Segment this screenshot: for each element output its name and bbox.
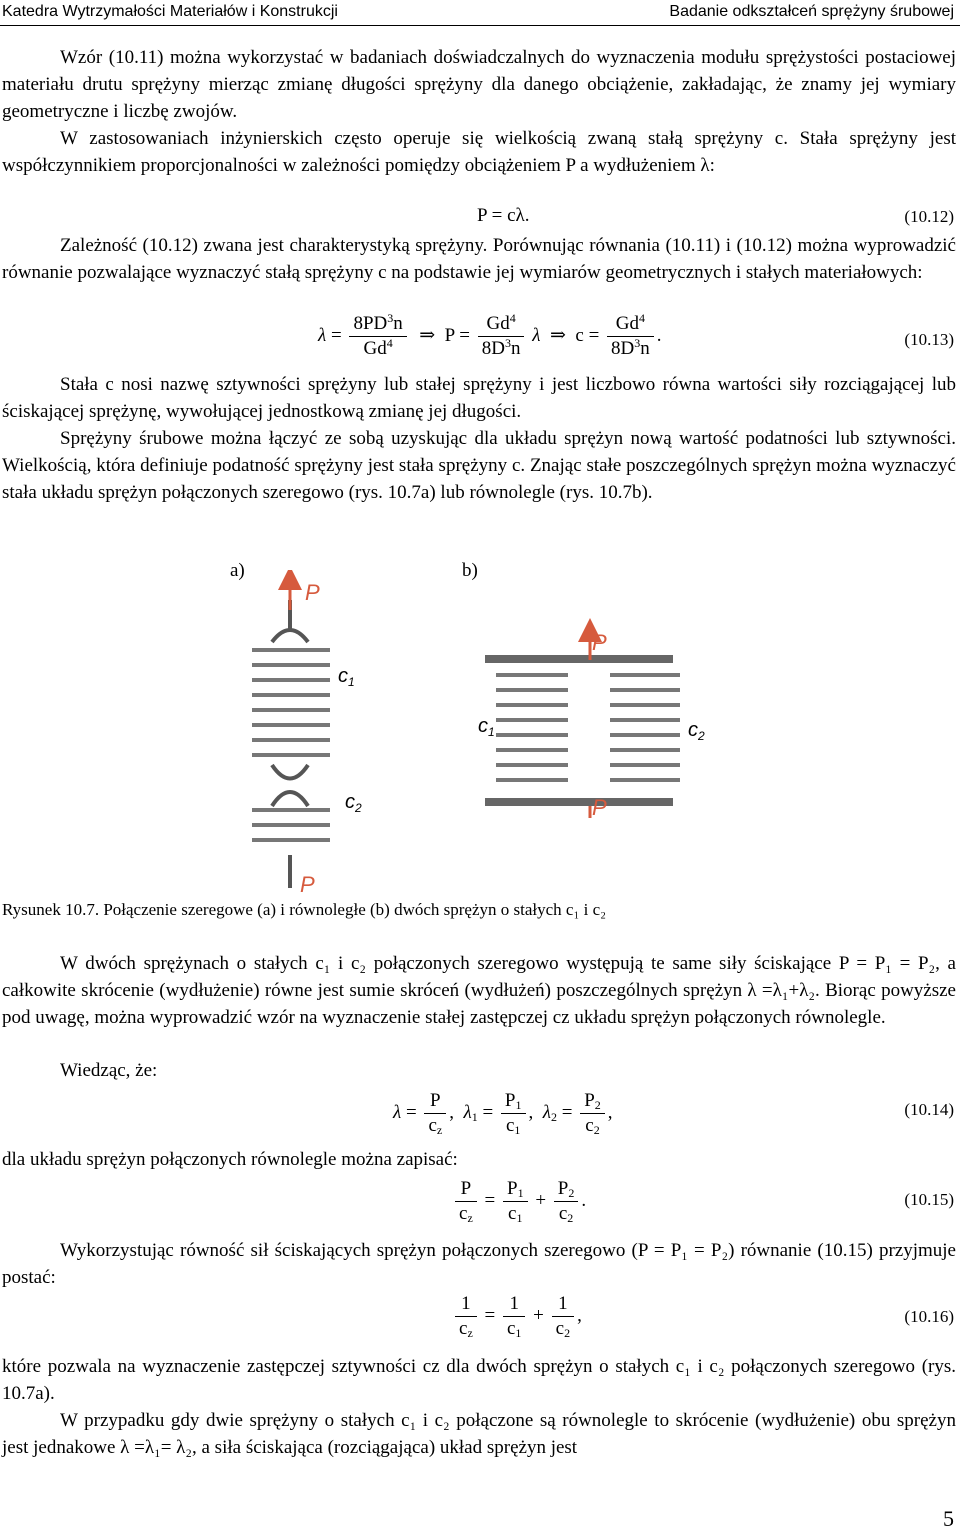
paragraph-10: które pozwala na wyznaczenie zastępczej sztywności cz dla dwóch sprężyn o stałych c₁ i c₂ połączonych szeregowo (rys. 10.7a). — [2, 1356, 956, 1404]
paragraph-4: Stała c nosi nazwę sztywności sprężyny lub stałej sprężyny i jest liczbowo równa wartości siły rozciągającej lub ściskającej sprężynę, wywołującej jednostkową zmianę jej długości. — [2, 374, 956, 422]
spring-label-b-c2: $c_2$ — [688, 719, 705, 743]
paragraph-6: W dwóch sprężynach o stałych c₁ i c₂ połączonych szeregowo występują te same siły ściskające P = P₁ = P₂, a całkowite skrócenie (wydłużenie) równe jest sumie skróceń (wydłużeń) poszczególnych sprężyn λ =λ₁+λ₂. Biorąc powyższe pod uwagę, można wyprowadzić wzór na wyznaczenie stałej zastępczej cz układu sprężyn połączonych równolegle. — [2, 953, 956, 1028]
header-rule — [0, 25, 960, 26]
paragraph-2: W zastosowaniach inżynierskich często operuje się wielkością zwaną stałą sprężyny c. Stała sprężyny jest współczynnikiem proporcjonalności w zależności pomiędzy obciążeniem P a wydłużeniem λ: — [2, 128, 956, 176]
paragraph-3: Zależność (10.12) zwana jest charakterystyką sprężyny. Porównując równania (10.11) i (10.12) można wyprowadzić równanie pozwalające wyznaczyć stałą sprężyny c na podstawie jej wymiarów geometrycznych i stałych materiałowych: — [2, 235, 956, 283]
parallel-bottom-plate — [485, 798, 673, 806]
header-left: Katedra Wytrzymałości Materiałów i Konstrukcji — [2, 3, 338, 20]
equation-10-16: $\frac{1}{c_z}$ = $\frac{1}{c_1}$ + $\frac{1}{c_2}$ , — [452, 1293, 582, 1340]
force-label-a-bottom: P — [300, 872, 315, 897]
figure-label-a: a) — [230, 560, 245, 581]
spring-label-b-c1: $c_1$ — [478, 715, 495, 739]
paragraph-9: Wykorzystując równość sił ściskających sprężyn połączonych szeregowo (P = P₁ = P₂) równanie (10.15) przyjmuje postać: — [2, 1240, 956, 1288]
equation-number-10-16: (10.16) — [904, 1307, 954, 1326]
paragraph-11: W przypadku gdy dwie sprężyny o stałych c₁ i c₂ połączone są równolegle to skrócenie (wydłużenie) obu sprężyn jest jednakowe λ =λ₁= λ₂, a siła ściskająca (rozciągająca) układ sprężyn jest — [2, 1410, 956, 1458]
spring-figure — [0, 570, 960, 900]
equation-10-13: λ = $\frac{8PD^3n}{Gd^4}$ ⇒ P = $\frac{Gd^4}{8D^3n}$ λ ⇒ c = $\frac{Gd^4}{8D^3n}$ . — [318, 311, 662, 359]
spring-b1-icon — [496, 675, 568, 780]
force-label-a-top: P — [305, 580, 320, 605]
equation-number-10-14: (10.14) — [904, 1100, 954, 1119]
header-right: Badanie odkształceń sprężyny śrubowej — [669, 3, 954, 20]
spring-c1-icon — [252, 600, 330, 779]
paragraph-8: dla układu sprężyn połączonych równolegle można zapisać: — [2, 1149, 458, 1170]
spring-b2-icon — [610, 675, 680, 780]
equation-10-14: λ = $\frac{P}{c_z}$ , $\lambda_1$ = $\frac{P_1}{c_1}$ , $\lambda_2$ = $\frac{P_2}{c_2}$ , — [393, 1090, 613, 1137]
page-number: 5 — [943, 1506, 954, 1531]
figure-caption: Rysunek 10.7. Połączenie szeregowe (a) i równoległe (b) dwóch sprężyn o stałych c₁ i c₂ — [2, 900, 607, 919]
paragraph-5: Sprężyny śrubowe można łączyć ze sobą uzyskując dla układu sprężyn nową wartość podatności lub sztywności. Wielkością, która definiuje podatność sprężyny jest stała sprężyny c. Znając stałe poszczególnych sprężyn można wyznaczyć stała układu sprężyn połączonych szeregowo (rys. 10.7a) lub równolegle (rys. 10.7b). — [2, 428, 956, 503]
equation-number-10-12: (10.12) — [904, 207, 954, 226]
parallel-top-plate — [485, 655, 673, 663]
spring-label-a-c2: $c_2$ — [345, 791, 362, 815]
equation-number-10-15: (10.15) — [904, 1190, 954, 1209]
spring-c2-icon — [252, 792, 330, 840]
force-label-b-top: P — [592, 630, 607, 655]
equation-number-10-13: (10.13) — [904, 330, 954, 349]
paragraph-1: Wzór (10.11) można wykorzystać w badaniach doświadczalnych do wyznaczenia modułu sprężystości postaciowej materiału drutu sprężyny mierząc zmianę długości sprężyny dla danego obciążenie, zakładając, że znamy jej wymiary geometryczne i liczbę zwojów. — [2, 47, 956, 122]
paragraph-7: Wiedząc, że: — [60, 1060, 158, 1081]
spring-label-a-c1: $c_1$ — [338, 665, 355, 689]
equation-10-15: $\frac{P}{c_z}$ = $\frac{P_1}{c_1}$ + $\frac{P_2}{c_2}$ . — [452, 1178, 586, 1225]
figure-label-b: b) — [462, 560, 478, 581]
equation-10-12: P = cλ. — [477, 205, 530, 226]
force-label-b-bottom: P — [592, 795, 607, 820]
